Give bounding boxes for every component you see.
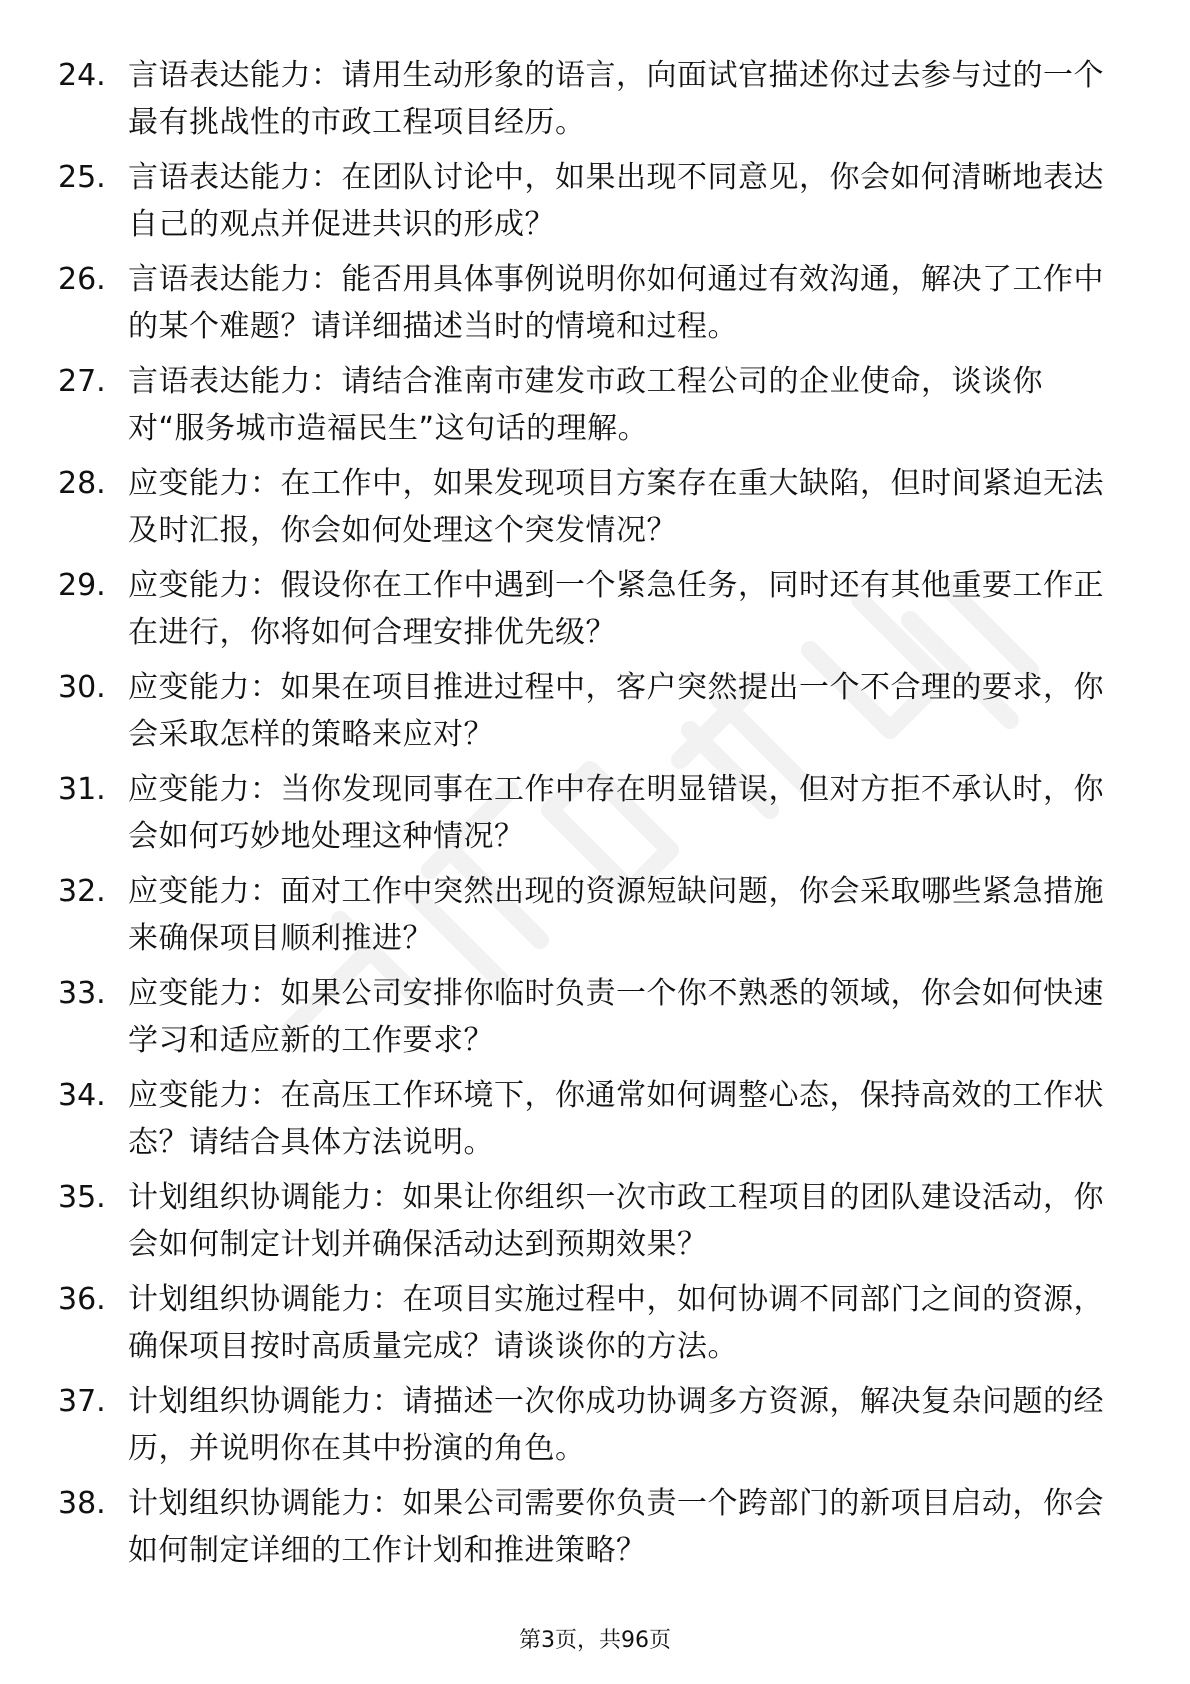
page-footer: 第3页，共96页 [519,1628,671,1653]
list-item [58,664,1118,766]
question-text: 应变能力：在高压工作环境下，你通常如何调整心态，保持高效的工作状态？请结合具体方法说明。 [128,1078,1104,1160]
question-number: 30. [58,670,106,705]
question-text: 应变能力：如果在项目推进过程中，客户突然提出一个不合理的要求，你会采取怎样的策略来应对？ [128,670,1104,752]
question-list [58,52,1118,1582]
question-text: 应变能力：面对工作中突然出现的资源短缺问题，你会采取哪些紧急措施来确保项目顺利推进？ [128,874,1104,956]
question-number: 37. [58,1384,106,1419]
list-item [58,154,1118,256]
question-number: 34. [58,1078,106,1113]
list-item [58,358,1118,460]
question-number: 35. [58,1180,106,1215]
list-item [58,256,1118,358]
question-text: 言语表达能力：请用生动形象的语言，向面试官描述你过去参与过的一个最有挑战性的市政工程项目经历。 [128,58,1104,140]
list-item [58,460,1118,562]
question-number: 38. [58,1486,106,1521]
question-number: 31. [58,772,106,807]
list-item [58,1174,1118,1276]
question-number: 24. [58,58,106,93]
list-item [58,1480,1118,1582]
list-item [58,52,1118,154]
question-number: 28. [58,466,106,501]
question-number: 29. [58,568,106,603]
question-number: 36. [58,1282,106,1317]
list-item [58,970,1118,1072]
list-item [58,562,1118,664]
question-text: 言语表达能力：能否用具体事例说明你如何通过有效沟通，解决了工作中的某个难题？请详细描述当时的情境和过程。 [128,262,1104,344]
question-text: 应变能力：假设你在工作中遇到一个紧急任务，同时还有其他重要工作正在进行，你将如何合理安排优先级？ [128,568,1104,650]
question-text: 计划组织协调能力：如果公司需要你负责一个跨部门的新项目启动，你会如何制定详细的工作计划和推进策略？ [128,1486,1104,1568]
question-number: 26. [58,262,106,297]
question-text: 应变能力：在工作中，如果发现项目方案存在重大缺陷，但时间紧迫无法及时汇报，你会如何处理这个突发情况？ [128,466,1104,548]
question-text: 计划组织协调能力：请描述一次你成功协调多方资源，解决复杂问题的经历，并说明你在其中扮演的角色。 [128,1384,1104,1466]
question-number: 33. [58,976,106,1011]
question-text: 言语表达能力：请结合淮南市建发市政工程公司的企业使命，谈谈你对“服务城市造福民生”这句话的理解。 [128,364,1043,446]
question-number: 25. [58,160,106,195]
question-text: 计划组织协调能力：如果让你组织一次市政工程项目的团队建设活动，你会如何制定计划并确保活动达到预期效果？ [128,1180,1104,1262]
list-item [58,766,1118,868]
question-text: 计划组织协调能力：在项目实施过程中，如何协调不同部门之间的资源，确保项目按时高质量完成？请谈谈你的方法。 [128,1282,1104,1364]
list-item [58,868,1118,970]
question-text: 应变能力：当你发现同事在工作中存在明显错误，但对方拒不承认时，你会如何巧妙地处理这种情况？ [128,772,1104,854]
question-number: 32. [58,874,106,909]
question-number: 27. [58,364,106,399]
list-item [58,1276,1118,1378]
question-text: 言语表达能力：在团队讨论中，如果出现不同意见，你会如何清晰地表达自己的观点并促进共识的形成？ [128,160,1104,242]
list-item [58,1378,1118,1480]
question-text: 应变能力：如果公司安排你临时负责一个你不熟悉的领域，你会如何快速学习和适应新的工作要求？ [128,976,1104,1058]
list-item [58,1072,1118,1174]
